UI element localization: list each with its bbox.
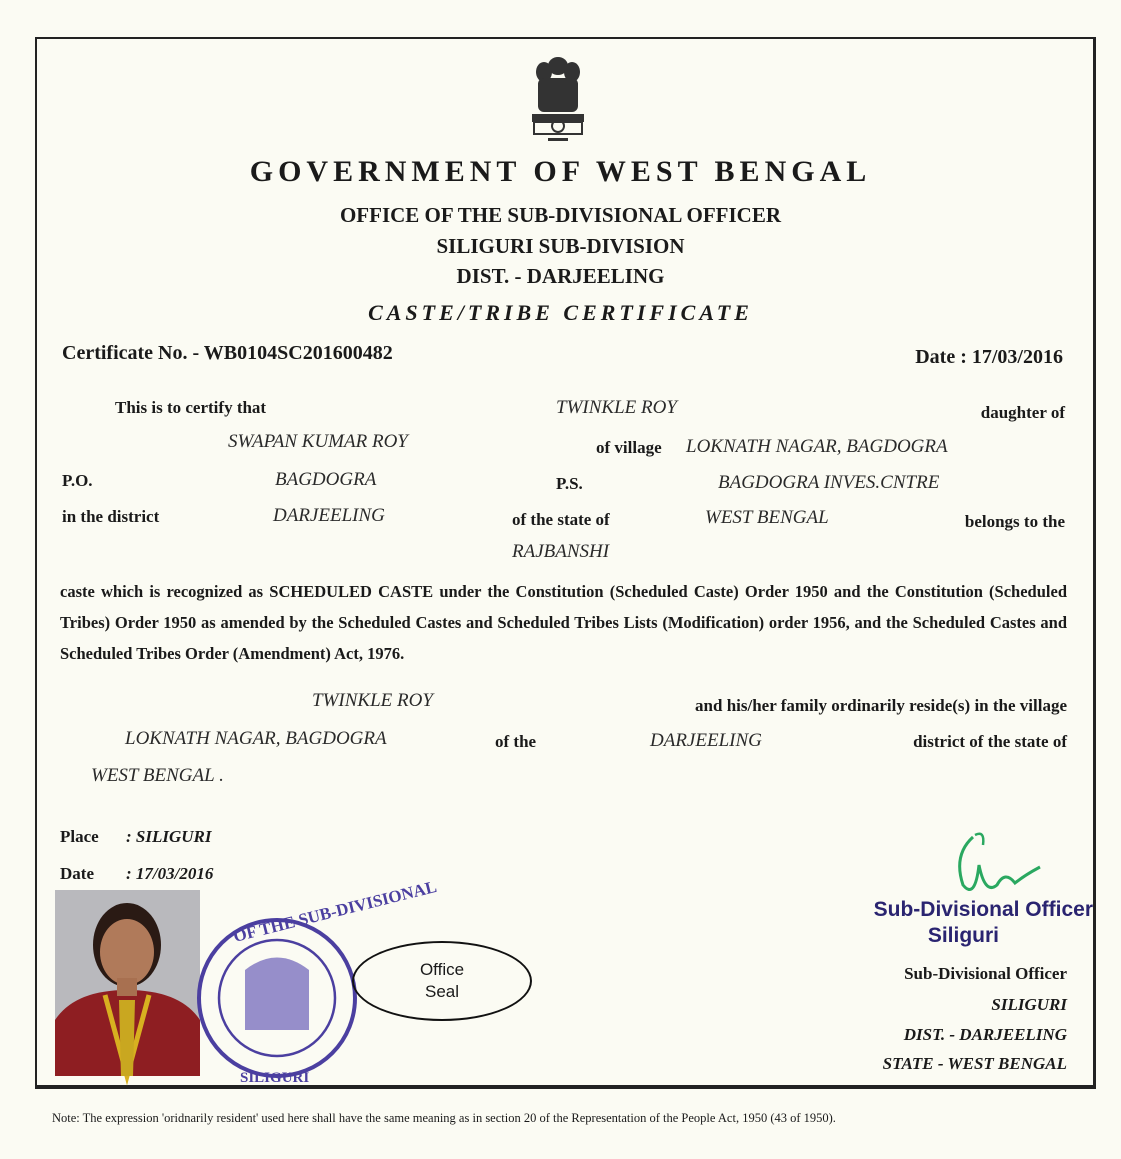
ps-label: P.S. (556, 474, 583, 493)
signature (945, 825, 1045, 905)
district-label: in the district (62, 507, 160, 526)
signatory-state: STATE - WEST BENGAL (882, 1054, 1067, 1073)
office-seal-line1: Office (419, 960, 465, 979)
official-stamp (195, 876, 439, 1100)
po-value: BAGDOGRA (275, 469, 377, 490)
resident-district: DARJEELING (650, 730, 762, 751)
office-seal-line2: Seal (424, 982, 460, 1001)
footer-note: Note: The expression 'oridnarily resident' used here shall have the same meaning as in section 20 of the Representation of the People Act, 1950 (43 of 1950). (52, 1111, 836, 1125)
district-title: DIST. - DARJEELING (456, 264, 665, 288)
stamp-text-top: OF THE SUB-DIVISIONAL (231, 876, 439, 946)
date-value: : 17/03/2016 (126, 864, 214, 883)
state-label: of the state of (512, 510, 610, 529)
date-label: Date (60, 864, 94, 883)
certificate-title: CASTE/TRIBE CERTIFICATE (368, 300, 753, 325)
state-value: WEST BENGAL (705, 507, 829, 528)
certificate-number: Certificate No. - WB0104SC201600482 (62, 342, 393, 364)
parent-name: SWAPAN KUMAR ROY (228, 431, 408, 452)
certify-label: This is to certify that (115, 398, 267, 417)
ps-value: BAGDOGRA INVES.CNTRE (718, 472, 940, 493)
resident-name: TWINKLE ROY (312, 690, 433, 711)
signatory-district: DIST. - DARJEELING (903, 1025, 1067, 1044)
place-label: Place (60, 827, 99, 846)
signatory-title: Sub-Divisional Officer (904, 964, 1067, 983)
po-label: P.O. (62, 471, 93, 490)
subdivision-title: SILIGURI SUB-DIVISION (436, 234, 685, 258)
signatory-stamp-line1: Sub-Divisional Officer (873, 898, 1093, 921)
stamp-text-bottom: SILIGURI (240, 1070, 310, 1086)
belongs-label: belongs to the (964, 512, 1065, 531)
resident-village: LOKNATH NAGAR, BAGDOGRA (125, 728, 387, 749)
state-emblem-icon (526, 52, 590, 144)
district-state-label: district of the state of (913, 732, 1067, 751)
district-value: DARJEELING (273, 505, 385, 526)
village-label: of village (596, 438, 662, 457)
government-title: GOVERNMENT OF WEST BENGAL (249, 155, 872, 188)
office-title: OFFICE OF THE SUB-DIVISIONAL OFFICER (339, 203, 782, 227)
certificate-date: Date : 17/03/2016 (915, 346, 1063, 368)
certificate-body-text: caste which is recognized as SCHEDULED CASTE under the Constitution (Scheduled Caste) Order 1950 and the Constitution (Scheduled Tribes) Order 1950 as amended by the Scheduled Castes and Scheduled Tribes Lists (Modification) order 1956, and the Scheduled Castes and Scheduled Tribes Order (Amendment) Act, 1976. (60, 582, 1067, 663)
relation-label: daughter of (980, 403, 1065, 422)
applicant-name: TWINKLE ROY (556, 397, 677, 418)
office-seal-placeholder (352, 941, 532, 1021)
of-the-label: of the (495, 732, 537, 751)
village-value: LOKNATH NAGAR, BAGDOGRA (686, 436, 948, 457)
signatory-stamp-line2: Siliguri (927, 924, 999, 947)
caste-value: RAJBANSHI (512, 541, 610, 562)
resident-state: WEST BENGAL . (91, 765, 224, 786)
place-value: : SILIGURI (126, 827, 212, 846)
reside-label: and his/her family ordinarily reside(s) in the village (695, 696, 1067, 715)
signatory-place: SILIGURI (991, 995, 1067, 1014)
applicant-photo (55, 890, 200, 1076)
